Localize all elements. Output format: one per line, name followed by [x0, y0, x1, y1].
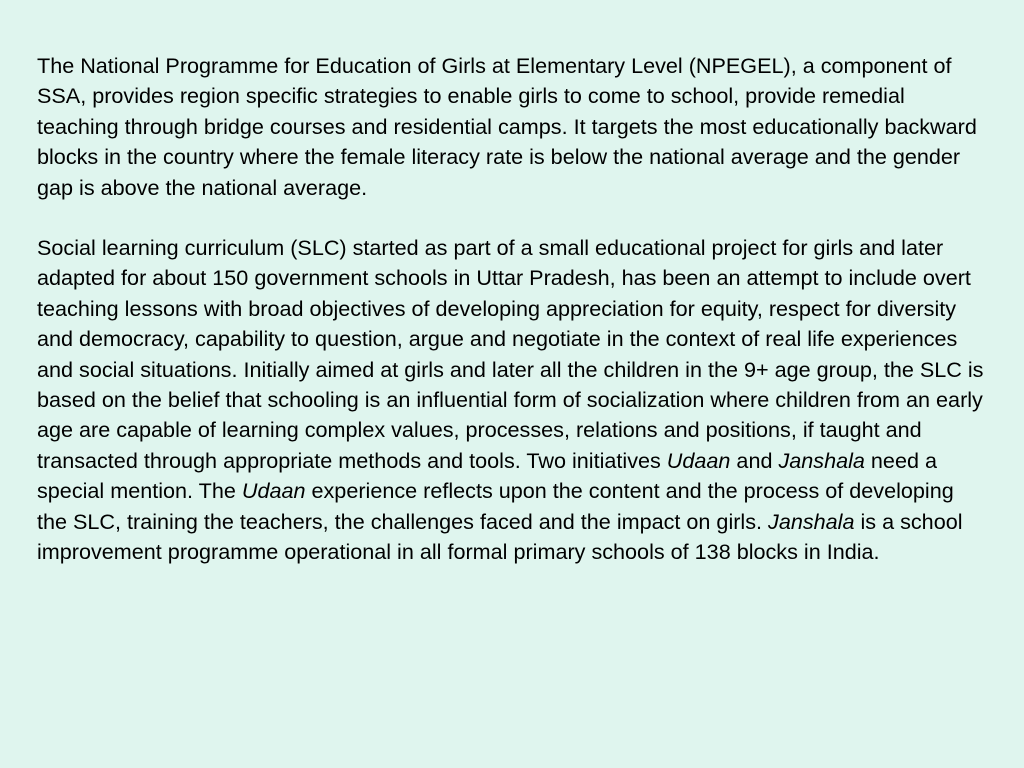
paragraph-slc — [37, 233, 985, 567]
janshala-term: Janshala — [778, 447, 865, 473]
janshala-term: Janshala — [768, 508, 855, 534]
slc-text-part2: need a special mention. The — [37, 447, 937, 504]
udaan-term: Udaan — [666, 447, 731, 473]
slc-text-part1: Social learning curriculum (SLC) started as part of a small educational project for girls and later adapted for about 150 government schools in Uttar Pradesh, has been an attempt to include overt teaching lessons with broad objectives of developing appreciation for equity, respect for diversity and democracy, capability to question, argue and negotiate in the context of real life experiences and social situations. Initially aimed at girls and later all the children in the 9+ age group, the SLC is based on the belief that schooling is an influential form of socialization where children from an early age are capable of learning complex values, processes, relations and positions, if taught and transacted through appropriate methods and tools. Two initiatives — [37, 235, 984, 473]
slc-text-and: and — [730, 447, 779, 473]
udaan-term: Udaan — [241, 478, 306, 504]
slc-text-part3: experience reflects upon the content and the process of developing the SLC, training the teachers, the challenges faced and the impact on girls. — [37, 478, 954, 534]
slc-text-part4: is a school improvement programme operational in all formal primary schools of 138 blocks in India. — [37, 508, 963, 565]
paragraph-npegel: The National Programme for Education of Girls at Elementary Level (NPEGEL), a component of SSA, provides region specific strategies to enable girls to come to school, provide remedial teaching through bridge courses and residential camps. It targets the most educationally backward blocks in the country where the female literacy rate is below the national average and the gender gap is above the national average. — [37, 53, 977, 200]
